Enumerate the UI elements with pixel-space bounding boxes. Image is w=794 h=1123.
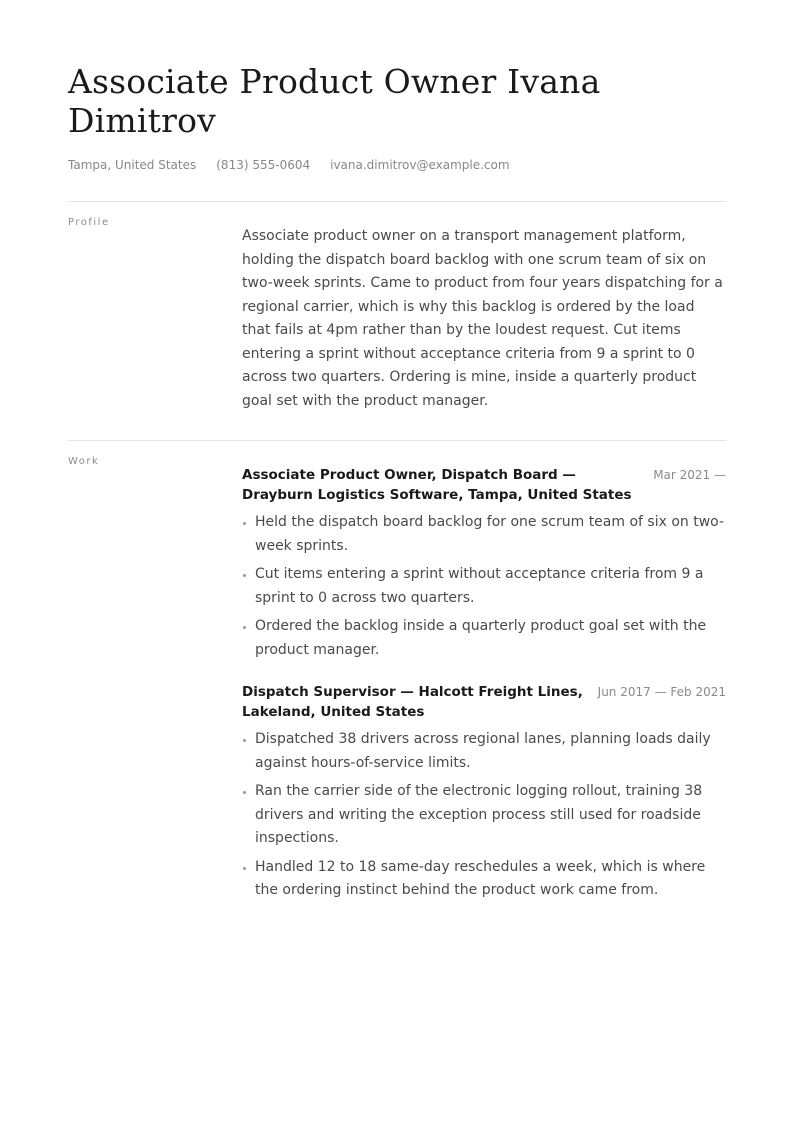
contact-line <box>68 157 510 173</box>
list-item: Handled 12 to 18 same-day reschedules a week, which is where the ordering instinct behind the product work came from. <box>242 856 726 903</box>
list-item: Dispatched 38 drivers across regional lanes, planning loads daily against hours-of-service limits. <box>242 728 726 775</box>
job-header <box>242 465 726 505</box>
job-entry <box>242 682 726 903</box>
job-title: Dispatch Supervisor — Halcott Freight Lines, Lakeland, United States <box>242 684 583 720</box>
contact-location: Tampa, United States <box>68 158 197 172</box>
profile-section <box>242 225 726 413</box>
job-dates: Jun 2017 — Feb 2021 <box>597 685 726 699</box>
job-entry <box>242 465 726 662</box>
list-item: Held the dispatch board backlog for one scrum team of six on two-week sprints. <box>242 511 726 558</box>
section-label-profile: Profile <box>68 217 110 228</box>
list-item: Cut items entering a sprint without acceptance criteria from 9 a sprint to 0 across two quarters. <box>242 563 726 610</box>
profile-summary: Associate product owner on a transport management platform, holding the dispatch board backlog with one scrum team of six on two-week sprints. Came to product from four years dispatching for a regional carrier, which is why this backlog is ordered by the load that fails at 4pm rather than by the loudest request. Cut items entering a sprint without acceptance criteria from 9 a sprint to 0 across two quarters. Ordering is mine, inside a quarterly product goal set with the product manager. <box>242 228 723 409</box>
page-title: Associate Product Owner Ivana Dimitrov <box>68 62 601 140</box>
contact-email[interactable]: ivana.dimitrov@example.com <box>330 158 510 172</box>
divider <box>68 440 726 441</box>
job-header <box>242 682 726 722</box>
job-title: Associate Product Owner, Dispatch Board — Drayburn Logistics Software, Tampa, United States <box>242 467 632 503</box>
list-item: Ordered the backlog inside a quarterly product goal set with the product manager. <box>242 615 726 662</box>
job-bullets <box>242 728 726 903</box>
contact-phone[interactable]: (813) 555-0604 <box>216 158 311 172</box>
list-item: Ran the carrier side of the electronic logging rollout, training 38 drivers and writing the exception process still used for roadside inspections. <box>242 780 726 851</box>
work-section <box>242 465 726 908</box>
section-label-work: Work <box>68 456 100 467</box>
job-bullets <box>242 511 726 662</box>
divider <box>68 201 726 202</box>
job-dates: Mar 2021 — <box>653 468 726 482</box>
